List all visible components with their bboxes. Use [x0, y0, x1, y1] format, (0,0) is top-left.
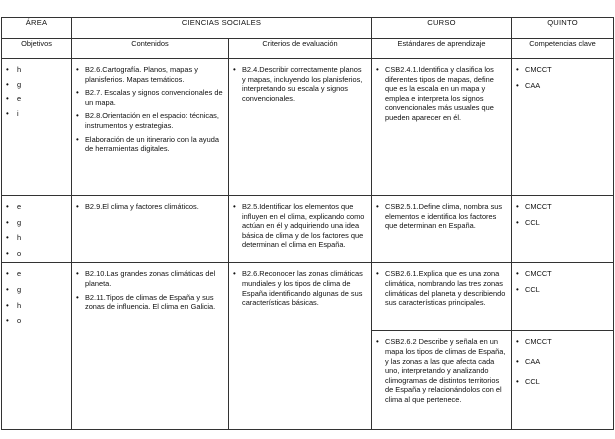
list-item: • B2.11.Tipos de climas de España y sus zonas de influencia. El clima en Galicia.	[72, 293, 228, 312]
list-item: • Elaboración de un itinerario con la ayuda de herramientas digitales.	[72, 135, 228, 154]
list-item: • CMCCT	[512, 337, 613, 347]
competencias-cell	[512, 331, 614, 430]
column-header-objetivos: Objetivos	[2, 39, 72, 59]
list-item: • g	[2, 285, 71, 295]
list-item: • CSB2.5.1.Define clima, nombra sus elementos e identifica los factores que determinan en España.	[372, 202, 511, 231]
list-item: • h	[2, 301, 71, 311]
list-item: • B2.4.Describir correctamente planos y mapas, incluyendo los planisferios, interpretando su escala y signos convencionales.	[229, 65, 371, 103]
list-item: • h	[2, 65, 71, 75]
column-header-contenidos: Contenidos	[72, 39, 229, 59]
list-item: • CSB2.6.1.Explica que es una zona climática, nombrando las tres zonas climáticas del planeta y describiendo sus características principales.	[372, 269, 511, 307]
list-item: • CAA	[512, 357, 613, 367]
table-row	[2, 196, 614, 263]
objetivos-cell	[2, 263, 72, 430]
list-item: • i	[2, 109, 71, 119]
list-item: • CCL	[512, 285, 613, 295]
list-item: • B2.8.Orientación en el espacio: técnicas, instrumentos y estrategias.	[72, 111, 228, 130]
estandares-cell	[372, 59, 512, 196]
course-value: QUINTO	[512, 18, 614, 39]
list-item: • B2.9.El clima y factores climáticos.	[72, 202, 228, 212]
subject-title: CIENCIAS SOCIALES	[72, 18, 372, 39]
list-item: • B2.7. Escalas y signos convencionales de un mapa.	[72, 88, 228, 107]
criterios-cell	[229, 263, 372, 430]
list-item: • CSB2.6.2 Describe y señala en un mapa los tipos de climas de España, y las zonas a las que afecta cada uno, interpretando y analizando climogramas de distintos territorios de España y relacionándolos con el clima al que pertenece.	[372, 337, 511, 404]
list-item: • o	[2, 249, 71, 259]
area-label: ÁREA	[2, 18, 72, 39]
table-row	[2, 59, 614, 196]
criterios-cell	[229, 196, 372, 263]
list-item: • CMCCT	[512, 65, 613, 75]
list-item: • CAA	[512, 81, 613, 91]
estandares-cell	[372, 196, 512, 263]
list-item: • B2.6.Reconocer las zonas climáticas mundiales y los tipos de clima de España identificando algunas de sus características básicas.	[229, 269, 371, 307]
competencias-cell	[512, 196, 614, 263]
list-item: • CMCCT	[512, 269, 613, 279]
table-row	[2, 263, 614, 331]
column-header-row	[2, 39, 614, 59]
competencias-cell	[512, 263, 614, 331]
estandares-cell	[372, 263, 512, 331]
course-label: CURSO	[372, 18, 512, 39]
list-item: • B2.5.Identificar los elementos que influyen en el clima, explicando como actúan en él y adquiriendo una idea básica de clima y de los factores que determinan el clima en España.	[229, 202, 371, 250]
contenidos-cell	[72, 263, 229, 430]
list-item: • h	[2, 233, 71, 243]
contenidos-cell	[72, 59, 229, 196]
contenidos-cell	[72, 196, 229, 263]
list-item: • o	[2, 316, 71, 326]
list-item: • g	[2, 218, 71, 228]
list-item: • CSB2.4.1.Identifica y clasifica los diferentes tipos de mapas, define que es la escala en un mapa y emplea e interpreta los signos convencionales más usuales que pueden aparecer en él.	[372, 65, 511, 123]
objetivos-cell	[2, 59, 72, 196]
list-item: • e	[2, 269, 71, 279]
estandares-cell	[372, 331, 512, 430]
objetivos-cell	[2, 196, 72, 263]
list-item: • e	[2, 94, 71, 104]
competencias-cell	[512, 59, 614, 196]
list-item: • g	[2, 80, 71, 90]
column-header-criterios: Criterios de evaluación	[229, 39, 372, 59]
criterios-cell	[229, 59, 372, 196]
header-row	[2, 18, 614, 39]
list-item: • CMCCT	[512, 202, 613, 212]
column-header-competencias: Competencias clave	[512, 39, 614, 59]
list-item: • e	[2, 202, 71, 212]
column-header-estandares: Estándares de aprendizaje	[372, 39, 512, 59]
list-item: • CCL	[512, 218, 613, 228]
list-item: • B2.10.Las grandes zonas climáticas del planeta.	[72, 269, 228, 288]
curriculum-table	[1, 17, 614, 430]
list-item: • CCL	[512, 377, 613, 387]
list-item: • B2.6.Cartografía. Planos, mapas y planisferios. Mapas temáticos.	[72, 65, 228, 84]
